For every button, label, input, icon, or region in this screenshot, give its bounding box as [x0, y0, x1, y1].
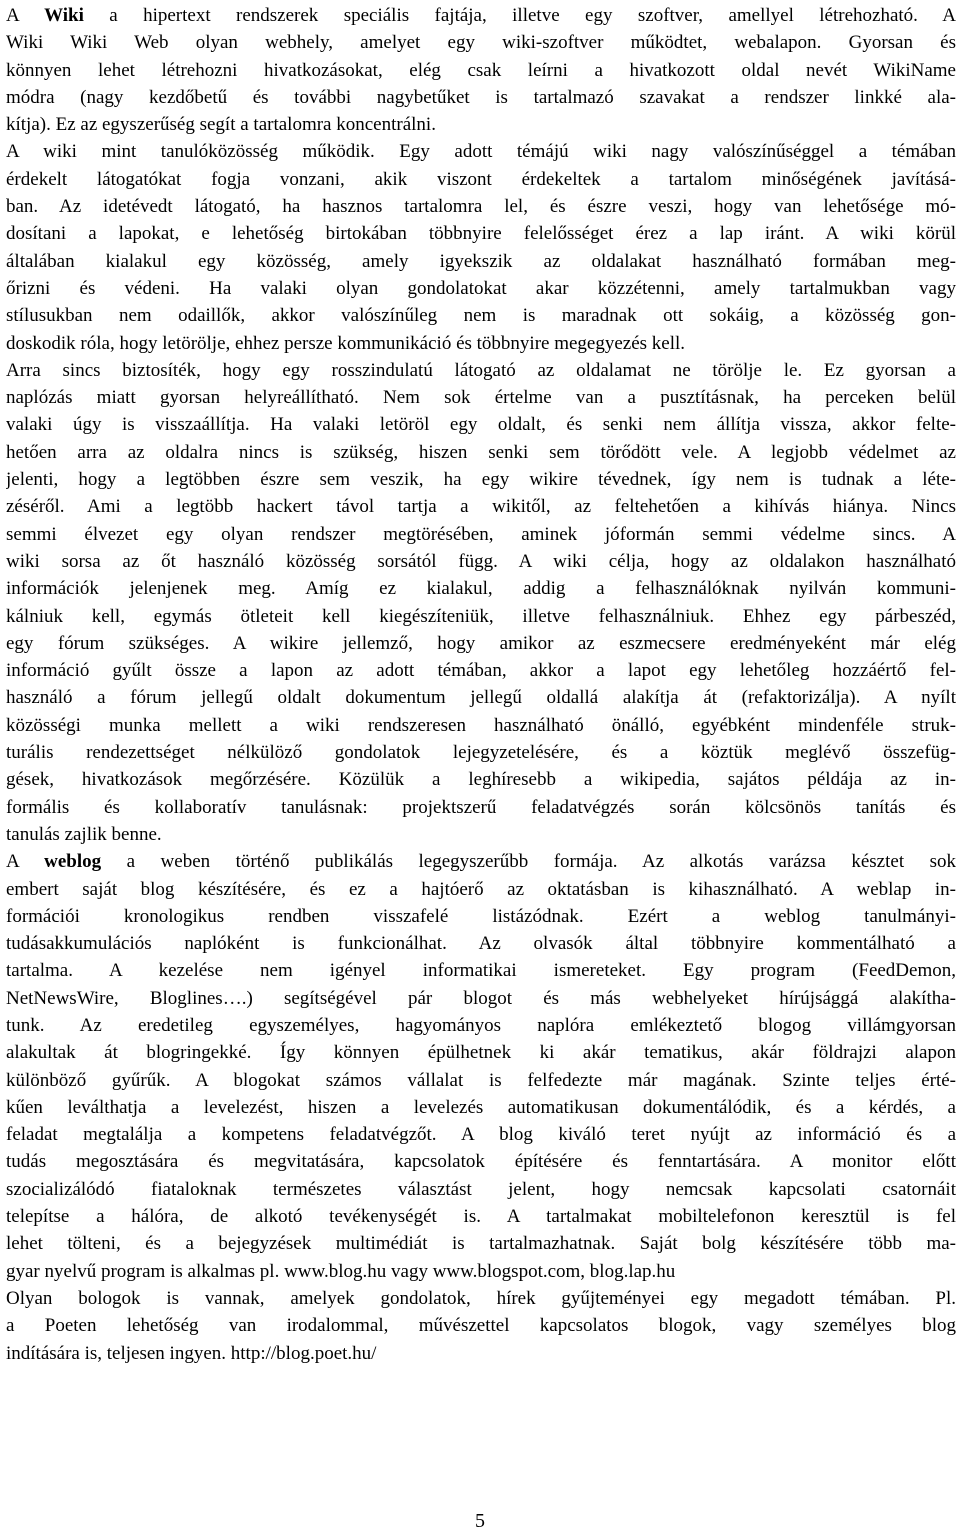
text-line: A wiki mint tanulóközösség működik. Egy adott témájú wiki nagy valószínűséggel a témában	[6, 141, 956, 163]
text-line: tudás megosztására és megvitatására, kapcsolatok építésére és fenntartására. A monitor előtt	[6, 1151, 956, 1173]
text-line: különböző gyűrűk. A blogokat számos vállalat is felfedezte már magának. Szinte teljes érté-	[6, 1069, 956, 1091]
text-line: Arra sincs biztosíték, hogy egy rosszindulatú látogató az oldalamat ne törölje le. Ez gyorsan a	[6, 359, 956, 381]
text-line: embert saját blog készítésére, és ez a hajtóerő az oktatásban is kihasználható. A weblap in-	[6, 878, 956, 900]
text-line: tunk. Az eredetileg egyszemélyes, hagyományos naplóra emlékeztető blogog villámgyorsan	[6, 1014, 956, 1036]
text-segment: a weben történő publikálás legegyszerűbb formája. Az alkotás varázsa késztet sok	[101, 851, 956, 873]
text-line	[6, 2, 956, 29]
text-line: telepítse a hálóra, de alkotó tevékenységét is. A tartalmakat mobiltelefonon keresztül is fel	[6, 1206, 956, 1228]
text-line: információ gyűlt össze a lapon az adott témában, akkor a lapot egy lehetőleg hozzáértő fel-	[6, 660, 956, 682]
text-line: könnyen lehet létrehozni hivatkozásokat, elég csak leírni a hivatkozott oldal nevét WikiName	[6, 59, 956, 81]
text-line: módra (nagy kezdőbetű és további nagybetűket is tartalmazó szavakat a rendszer linkké ala-	[6, 86, 956, 108]
text-line: kűen leválthatja a levelezést, hiszen a levelezés automatikusan dokumentálódik, és a kérdés, a	[6, 1096, 956, 1118]
text-line: ban. Az idetévedt látogató, ha hasznos tartalomra lel, és észre veszi, hogy van lehetősége mó-	[6, 196, 956, 218]
text-line: kítja). Ez az egyszerűség segít a tartalomra koncentrálni.	[6, 114, 436, 136]
text-line: Olyan bologok is vannak, amelyek gondolatok, hírek gyűjteményei egy megadott témában. Pl.	[6, 1287, 956, 1309]
text-line: turális rendezettséget nélkülöző gondolatok lejegyzetelésére, és a köztük meglévő összefüg-	[6, 742, 956, 764]
text-line: egy fórum szükséges. A wikire jellemző, hogy amikor az eszmecsere eredményeként már elég	[6, 632, 956, 654]
text-line: doskodik róla, hogy letörölje, ehhez persze kommunikáció és többnyire megegyezés kell.	[6, 332, 686, 354]
bold-term: Wiki	[44, 5, 84, 26]
text-line: valaki úgy is visszaállítja. Ha valaki letöröl egy oldalt, és senki nem állítja vissza, akkor felte-	[6, 414, 956, 436]
text-line: semmi élvezet egy olyan rendszer megtörésében, aminek jóformán semmi védelme sincs. A	[6, 523, 956, 545]
text-line: wiki sorsa az őt használó közösség sorsától függ. A wiki célja, hogy az oldalakon használható	[6, 550, 956, 572]
document-body	[6, 2, 956, 1367]
text-line: hetően arra az oldalra nincs is szükség, hiszen senki sem törődött vele. A legjobb védelmet az	[6, 441, 956, 463]
text-line: szocializálódó fiataloknak természetes választást jelent, hogy nemcsak kapcsolati csatornáit	[6, 1178, 956, 1200]
text-line: dosítani a lapokat, e lehetőség birtokában többnyire felelősséget érez a lap iránt. A wiki körül	[6, 223, 956, 245]
text-line: gések, hivatkozások megőrzésére. Közülük a leghíresebb a wikipedia, sajátos példája az in-	[6, 769, 956, 791]
text-line: érdekelt látogatókat fogja vonzani, akik viszont érdekeltek a tartalom minőségének javításá-	[6, 168, 956, 190]
text-line: naplózás miatt gyorsan helyreállítható. Nem sok értelme van a pusztításnak, ha perceken belül	[6, 387, 956, 409]
text-line: alakultak át blogringekké. Így könnyen épülhetnek ki akár tematikus, akár földrajzi alapon	[6, 1042, 956, 1064]
text-line: jelenti, hogy a legtöbben észre sem veszik, ha egy wikire tévednek, így nem is tudnak a léte-	[6, 469, 956, 491]
text-line: közösségi munka mellett a wiki rendszeresen használható önálló, egyébként mindenféle struk-	[6, 714, 956, 736]
bold-term: weblog	[44, 851, 102, 873]
text-line: NetNewsWire, Bloglines….) segítségével pár blogot és más webhelyeket hírújsággá alakítha-	[6, 987, 956, 1009]
page-number: 5	[475, 1510, 485, 1532]
text-line: használó a fórum jellegű oldalt dokumentum jellegű oldallá alakítja át (refaktorizálja). A nyílt	[6, 687, 956, 709]
text-line: lehet tölteni, és a bejegyzések multimédiát is tartalmazhatnak. Saját bolg készítésére több ma-	[6, 1233, 956, 1255]
text-line: feladat megtalálja a kompetens feladatvégzőt. A blog kiváló teret nyújt az információ és a	[6, 1124, 956, 1146]
text-line: tanulás zajlik benne.	[6, 823, 162, 845]
text-line	[6, 848, 956, 875]
text-line: zéséről. Ami a legtöbb hackert távol tartja a wikitől, az feltehetően a kihívás hiánya. Nincs	[6, 496, 956, 518]
text-line: tudásakkumulációs naplóként is funkcionálhat. Az olvasók által többnyire kommentálható a	[6, 933, 956, 955]
text-line: tartalma. A kezelése nem igényel informatikai ismereteket. Egy program (FeedDemon,	[6, 960, 956, 982]
text-line: információk jelenjenek meg. Amíg ez kialakul, addig a felhasználóknak nyilván kommuni-	[6, 578, 956, 600]
text-line: a Poeten lehetőség van irodalommal, művészettel kapcsolatos blogok, vagy személyes blog	[6, 1315, 956, 1337]
text-segment: a hipertext rendszerek speciális fajtája, illetve egy szoftver, amellyel létrehozható. A	[83, 5, 956, 26]
text-line: őrizni és védeni. Ha valaki olyan gondolatokat akar közzétenni, amely tartalmukban vagy	[6, 277, 956, 299]
text-line: formális és kollaboratív tanulásnak: projektszerű feladatvégzés során kölcsönös tanítás és	[6, 796, 956, 818]
text-line: gyar nyelvű program is alkalmas pl. www.blog.hu vagy www.blogspot.com, blog.lap.hu	[6, 1260, 676, 1282]
text-line: Wiki Wiki Web olyan webhely, amelyet egy wiki-szoftver működtet, webalapon. Gyorsan és	[6, 32, 956, 54]
text-line: általában kialakul egy közösség, amely igyekszik az oldalakat használható formában meg-	[6, 250, 956, 272]
text-line: formációi kronologikus rendben visszafelé listázódnak. Ezért a weblog tanulmányi-	[6, 905, 956, 927]
text-line: kálniuk kell, egymás ötleteit kell kiegészíteniük, illetve felhasználniuk. Ehhez egy párbeszéd,	[6, 605, 956, 627]
text-segment: A	[6, 5, 45, 26]
text-line: indítására is, teljesen ingyen. http://blog.poet.hu/	[6, 1342, 377, 1364]
text-line: stílusukban nem odaillők, akkor valószínűleg nem is maradnak ott sokáig, a közösség gon-	[6, 305, 956, 327]
text-segment: A	[6, 851, 45, 873]
